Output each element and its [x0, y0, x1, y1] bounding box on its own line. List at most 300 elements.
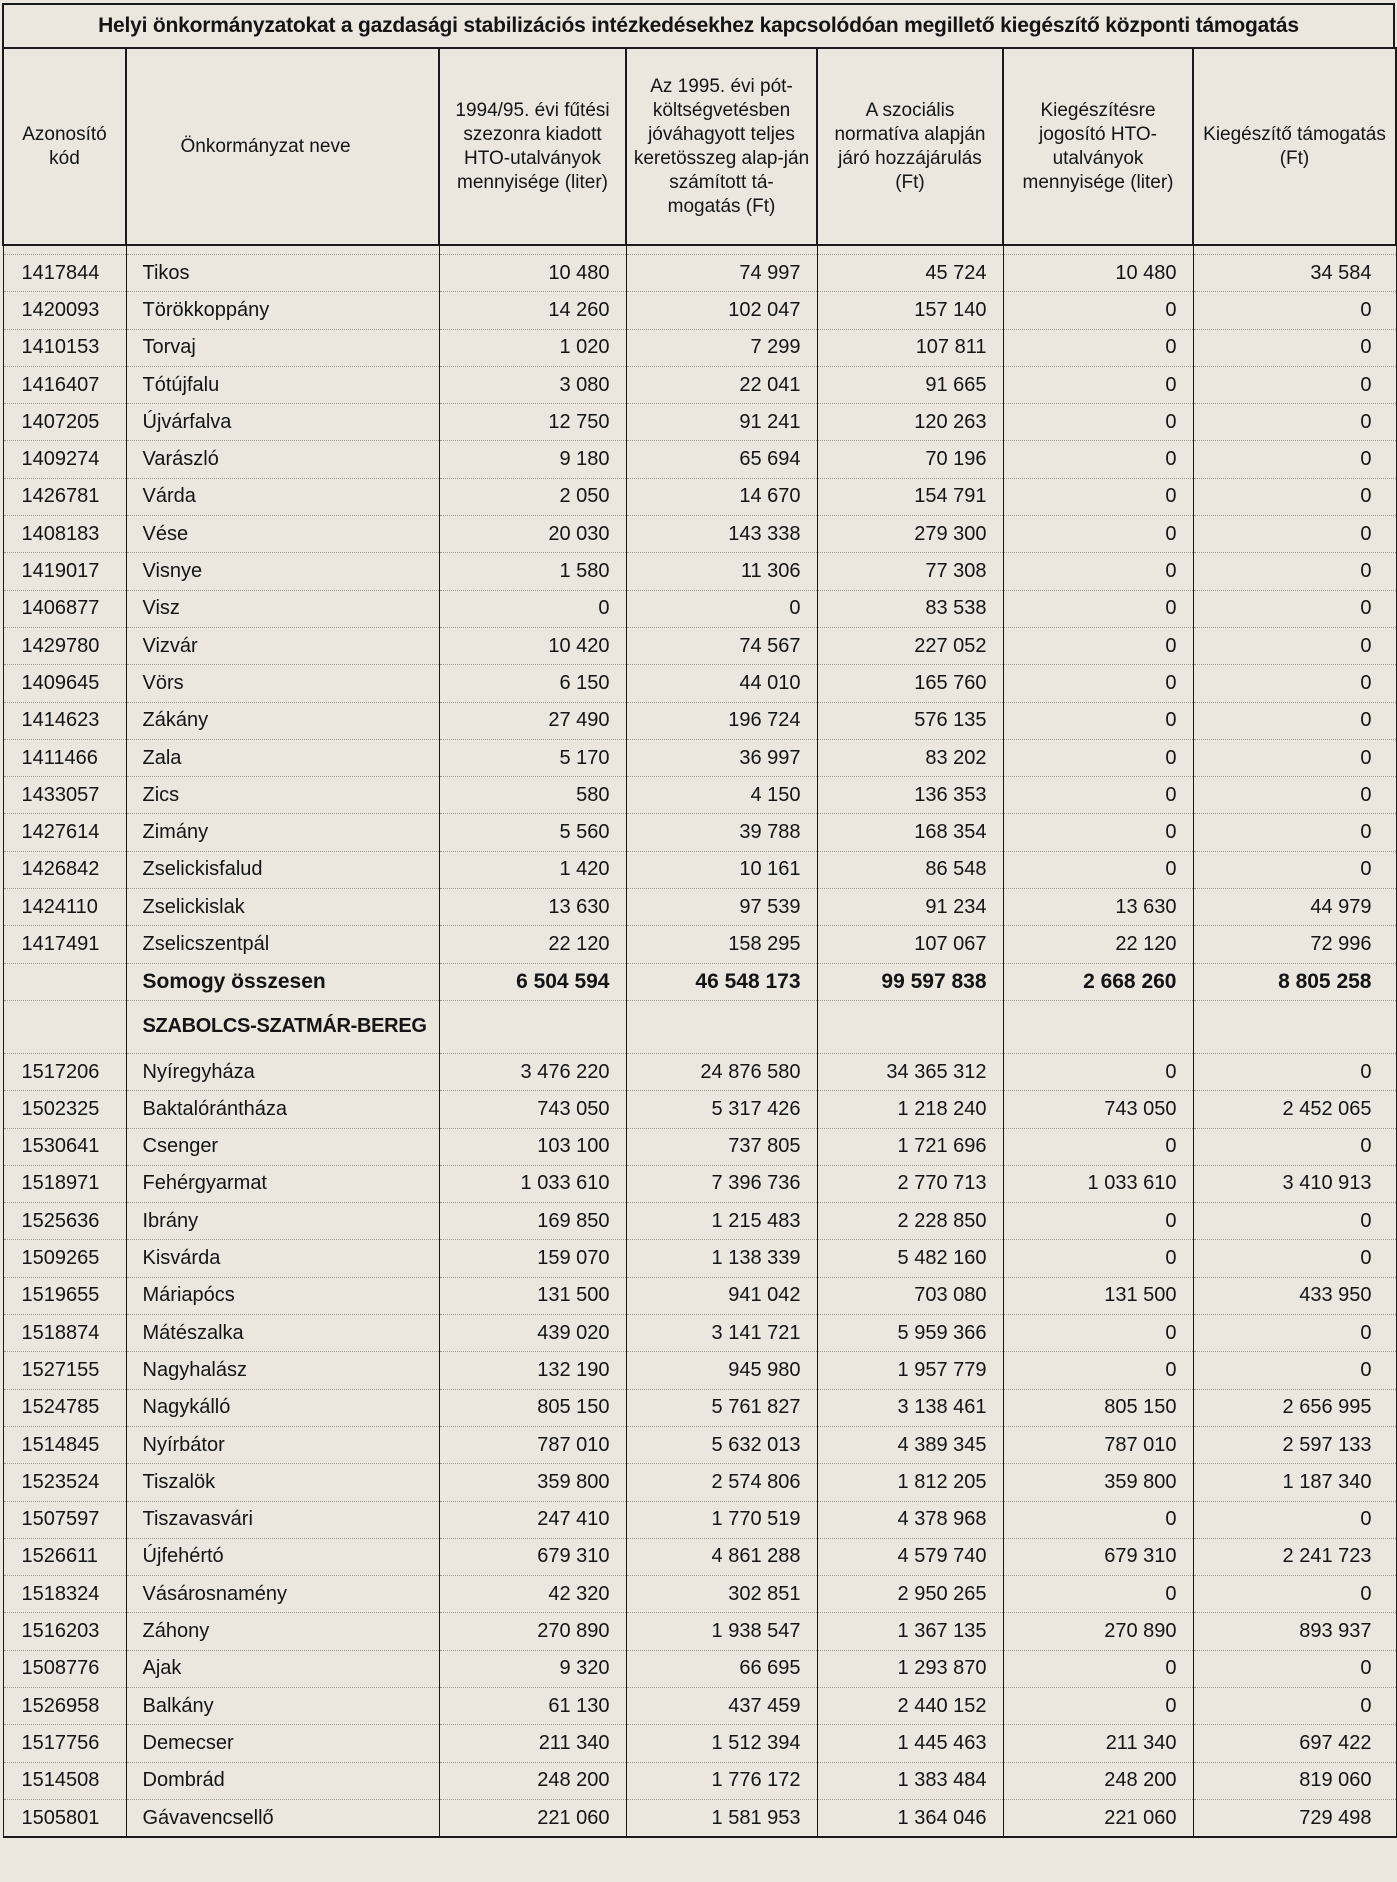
id-code-cell: 1518971: [3, 1165, 126, 1202]
social-contribution-cell: 703 080: [817, 1277, 1003, 1314]
social-contribution-cell: 1 957 779: [817, 1352, 1003, 1389]
eligible-hto-cell: 0: [1003, 1203, 1193, 1240]
eligible-hto-cell: 359 800: [1003, 1464, 1193, 1501]
eligible-hto-cell: 0: [1003, 777, 1193, 814]
table-row: [3, 404, 1396, 441]
municipality-name-cell: Torvaj: [126, 329, 439, 366]
table-row: [3, 1650, 1396, 1687]
municipality-name-cell: Csenger: [126, 1128, 439, 1165]
header-budget-support: Az 1995. évi pót-költségvetésben jóváhagyott teljes keretösszeg alap-ján számított tá-mogatás (Ft): [626, 48, 817, 245]
supplementary-support-cell: 0: [1193, 1687, 1396, 1724]
eligible-hto-cell: 2 668 260: [1003, 963, 1193, 1000]
hto-vouchers-cell: 1 033 610: [439, 1165, 626, 1202]
hto-vouchers-cell: 221 060: [439, 1799, 626, 1837]
eligible-hto-cell: 0: [1003, 1315, 1193, 1352]
somogy-total-row: [3, 963, 1396, 1000]
hto-vouchers-cell: 787 010: [439, 1426, 626, 1463]
social-contribution-cell: 34 365 312: [817, 1053, 1003, 1090]
social-contribution-cell: 1 218 240: [817, 1091, 1003, 1128]
eligible-hto-cell: 0: [1003, 1687, 1193, 1724]
budget-support-cell: 65 694: [626, 441, 817, 478]
supplementary-support-cell: 2 656 995: [1193, 1389, 1396, 1426]
hto-vouchers-cell: 2 050: [439, 478, 626, 515]
hto-vouchers-cell: 9 180: [439, 441, 626, 478]
municipality-name-cell: Vizvár: [126, 627, 439, 664]
municipality-name-cell: Törökkoppány: [126, 292, 439, 329]
header-spacer: [3, 245, 1396, 255]
hto-vouchers-cell: 14 260: [439, 292, 626, 329]
table-row: [3, 1091, 1396, 1128]
hto-vouchers-cell: 9 320: [439, 1650, 626, 1687]
hto-vouchers-cell: 22 120: [439, 926, 626, 963]
id-code-cell: 1416407: [3, 366, 126, 403]
municipality-name-cell: Zics: [126, 777, 439, 814]
table-row: [3, 516, 1396, 553]
budget-support-cell: 22 041: [626, 366, 817, 403]
supplementary-support-cell: 0: [1193, 777, 1396, 814]
table-row: [3, 329, 1396, 366]
budget-support-cell: 7 396 736: [626, 1165, 817, 1202]
eligible-hto-cell: 0: [1003, 366, 1193, 403]
id-code-cell: 1505801: [3, 1799, 126, 1837]
budget-support-cell: 1 938 547: [626, 1613, 817, 1650]
id-code-cell: 1516203: [3, 1613, 126, 1650]
supplementary-support-cell: 433 950: [1193, 1277, 1396, 1314]
budget-support-cell: 5 761 827: [626, 1389, 817, 1426]
social-contribution-cell: 2 950 265: [817, 1576, 1003, 1613]
budget-support-cell: 737 805: [626, 1128, 817, 1165]
table-header: [3, 48, 1396, 245]
eligible-hto-cell: 0: [1003, 851, 1193, 888]
hto-vouchers-cell: 20 030: [439, 516, 626, 553]
budget-support-cell: 66 695: [626, 1650, 817, 1687]
social-contribution-cell: 70 196: [817, 441, 1003, 478]
section-empty-cell: [626, 1000, 817, 1053]
supplementary-support-cell: 0: [1193, 851, 1396, 888]
municipality-name-cell: Zimány: [126, 814, 439, 851]
budget-support-cell: 1 215 483: [626, 1203, 817, 1240]
supplementary-support-cell: 0: [1193, 1650, 1396, 1687]
eligible-hto-cell: 0: [1003, 441, 1193, 478]
eligible-hto-cell: 0: [1003, 1576, 1193, 1613]
id-code-cell: 1407205: [3, 404, 126, 441]
header-id-code: Azonosító kód: [3, 48, 126, 245]
municipality-name-cell: Vése: [126, 516, 439, 553]
spacer-cell: [1193, 245, 1396, 255]
id-code-cell: 1409645: [3, 665, 126, 702]
budget-support-cell: 36 997: [626, 739, 817, 776]
header-supplementary-support: Kiegészítő támogatás (Ft): [1193, 48, 1396, 245]
header-hto-vouchers: 1994/95. évi fűtési szezonra kiadott HTO-utalványok mennyisége (liter): [439, 48, 626, 245]
supplementary-support-cell: 0: [1193, 665, 1396, 702]
supplementary-support-cell: 0: [1193, 1203, 1396, 1240]
hto-vouchers-cell: 10 420: [439, 627, 626, 664]
id-code-cell: 1517756: [3, 1725, 126, 1762]
supplementary-support-cell: 0: [1193, 1315, 1396, 1352]
eligible-hto-cell: 10 480: [1003, 255, 1193, 292]
social-contribution-cell: 1 293 870: [817, 1650, 1003, 1687]
id-code-cell: 1502325: [3, 1091, 126, 1128]
municipality-name-cell: Várda: [126, 478, 439, 515]
table-row: [3, 1240, 1396, 1277]
budget-support-cell: 3 141 721: [626, 1315, 817, 1352]
table-row: [3, 1203, 1396, 1240]
eligible-hto-cell: 0: [1003, 627, 1193, 664]
table-row: [3, 292, 1396, 329]
eligible-hto-cell: 0: [1003, 1053, 1193, 1090]
hto-vouchers-cell: 270 890: [439, 1613, 626, 1650]
table-row: [3, 441, 1396, 478]
social-contribution-cell: 576 135: [817, 702, 1003, 739]
budget-support-cell: 46 548 173: [626, 963, 817, 1000]
table-row: [3, 553, 1396, 590]
id-code-cell: 1414623: [3, 702, 126, 739]
eligible-hto-cell: 131 500: [1003, 1277, 1193, 1314]
county-section-row: [3, 1000, 1396, 1053]
municipality-name-cell: Kisvárda: [126, 1240, 439, 1277]
header-municipality-name: Önkormányzat neve: [126, 48, 439, 245]
hto-vouchers-cell: 169 850: [439, 1203, 626, 1240]
social-contribution-cell: 5 959 366: [817, 1315, 1003, 1352]
section-empty-cell: [439, 1000, 626, 1053]
spacer-cell: [126, 245, 439, 255]
supplementary-support-cell: 697 422: [1193, 1725, 1396, 1762]
social-contribution-cell: 1 383 484: [817, 1762, 1003, 1799]
id-code-cell: 1525636: [3, 1203, 126, 1240]
supplementary-support-cell: 0: [1193, 516, 1396, 553]
supplementary-support-cell: 0: [1193, 702, 1396, 739]
budget-support-cell: 74 997: [626, 255, 817, 292]
eligible-hto-cell: 248 200: [1003, 1762, 1193, 1799]
eligible-hto-cell: 0: [1003, 665, 1193, 702]
budget-support-cell: 97 539: [626, 889, 817, 926]
eligible-hto-cell: 0: [1003, 739, 1193, 776]
budget-support-cell: 1 512 394: [626, 1725, 817, 1762]
table-row: [3, 665, 1396, 702]
id-code-cell: 1433057: [3, 777, 126, 814]
table-row: [3, 255, 1396, 292]
id-code-cell: 1427614: [3, 814, 126, 851]
budget-support-cell: 7 299: [626, 329, 817, 366]
table-row: [3, 1426, 1396, 1463]
hto-vouchers-cell: 580: [439, 777, 626, 814]
budget-support-cell: 941 042: [626, 1277, 817, 1314]
table-row: [3, 366, 1396, 403]
eligible-hto-cell: 211 340: [1003, 1725, 1193, 1762]
supplementary-support-cell: 0: [1193, 739, 1396, 776]
social-contribution-cell: 227 052: [817, 627, 1003, 664]
social-contribution-cell: 83 538: [817, 590, 1003, 627]
id-code-cell: 1527155: [3, 1352, 126, 1389]
id-code-cell: 1417844: [3, 255, 126, 292]
hto-vouchers-cell: 6 150: [439, 665, 626, 702]
hto-vouchers-cell: 805 150: [439, 1389, 626, 1426]
eligible-hto-cell: 0: [1003, 814, 1193, 851]
table-row: [3, 702, 1396, 739]
section-empty-cell: [1193, 1000, 1396, 1053]
supplementary-support-cell: 0: [1193, 1576, 1396, 1613]
spacer-cell: [817, 245, 1003, 255]
table-row: [3, 590, 1396, 627]
eligible-hto-cell: 0: [1003, 516, 1193, 553]
table-row: [3, 1687, 1396, 1724]
eligible-hto-cell: 0: [1003, 553, 1193, 590]
budget-support-cell: 1 770 519: [626, 1501, 817, 1538]
hto-vouchers-cell: 6 504 594: [439, 963, 626, 1000]
table-row: [3, 1352, 1396, 1389]
municipality-name-cell: Ajak: [126, 1650, 439, 1687]
hto-vouchers-cell: 42 320: [439, 1576, 626, 1613]
municipality-name-cell: Zselickislak: [126, 889, 439, 926]
supplementary-support-cell: 0: [1193, 627, 1396, 664]
budget-support-cell: 0: [626, 590, 817, 627]
table-body: [3, 245, 1396, 1837]
budget-support-cell: 302 851: [626, 1576, 817, 1613]
hto-vouchers-cell: 132 190: [439, 1352, 626, 1389]
hto-vouchers-cell: 12 750: [439, 404, 626, 441]
municipality-name-cell: Visz: [126, 590, 439, 627]
budget-support-cell: 24 876 580: [626, 1053, 817, 1090]
id-code-cell: 1410153: [3, 329, 126, 366]
section-empty-cell: [817, 1000, 1003, 1053]
table-row: [3, 851, 1396, 888]
municipality-name-cell: Zala: [126, 739, 439, 776]
social-contribution-cell: 1 367 135: [817, 1613, 1003, 1650]
municipality-name-cell: Tiszalök: [126, 1464, 439, 1501]
table-row: [3, 1576, 1396, 1613]
id-code-cell: 1508776: [3, 1650, 126, 1687]
eligible-hto-cell: 743 050: [1003, 1091, 1193, 1128]
municipality-name-cell: Somogy összesen: [126, 963, 439, 1000]
budget-support-cell: 158 295: [626, 926, 817, 963]
supplementary-support-cell: 3 410 913: [1193, 1165, 1396, 1202]
eligible-hto-cell: 13 630: [1003, 889, 1193, 926]
budget-support-cell: 945 980: [626, 1352, 817, 1389]
eligible-hto-cell: 221 060: [1003, 1799, 1193, 1837]
table-row: [3, 1277, 1396, 1314]
budget-support-cell: 39 788: [626, 814, 817, 851]
eligible-hto-cell: 22 120: [1003, 926, 1193, 963]
budget-support-cell: 11 306: [626, 553, 817, 590]
supplementary-support-cell: 0: [1193, 292, 1396, 329]
table-row: [3, 739, 1396, 776]
id-code-cell: 1406877: [3, 590, 126, 627]
social-contribution-cell: 99 597 838: [817, 963, 1003, 1000]
hto-vouchers-cell: 1 580: [439, 553, 626, 590]
social-contribution-cell: 91 234: [817, 889, 1003, 926]
table-row: [3, 1464, 1396, 1501]
municipality-name-cell: Nyíregyháza: [126, 1053, 439, 1090]
municipality-name-cell: Záhony: [126, 1613, 439, 1650]
eligible-hto-cell: 0: [1003, 404, 1193, 441]
hto-vouchers-cell: 5 560: [439, 814, 626, 851]
budget-support-cell: 2 574 806: [626, 1464, 817, 1501]
municipality-name-cell: Visnye: [126, 553, 439, 590]
municipality-name-cell: Zselicszentpál: [126, 926, 439, 963]
supplementary-support-cell: 819 060: [1193, 1762, 1396, 1799]
eligible-hto-cell: 1 033 610: [1003, 1165, 1193, 1202]
social-contribution-cell: 279 300: [817, 516, 1003, 553]
supplementary-support-cell: 44 979: [1193, 889, 1396, 926]
eligible-hto-cell: 0: [1003, 1501, 1193, 1538]
id-code-cell: 1409274: [3, 441, 126, 478]
hto-vouchers-cell: 439 020: [439, 1315, 626, 1352]
eligible-hto-cell: 0: [1003, 292, 1193, 329]
municipality-name-cell: Ibrány: [126, 1203, 439, 1240]
social-contribution-cell: 168 354: [817, 814, 1003, 851]
section-empty-cell: [3, 1000, 126, 1053]
id-code-cell: 1507597: [3, 1501, 126, 1538]
id-code-cell: 1519655: [3, 1277, 126, 1314]
spacer-cell: [3, 245, 126, 255]
table-row: [3, 814, 1396, 851]
eligible-hto-cell: 0: [1003, 590, 1193, 627]
supplementary-support-cell: 2 241 723: [1193, 1538, 1396, 1575]
hto-vouchers-cell: 159 070: [439, 1240, 626, 1277]
budget-support-cell: 14 670: [626, 478, 817, 515]
social-contribution-cell: 1 445 463: [817, 1725, 1003, 1762]
eligible-hto-cell: 0: [1003, 1128, 1193, 1165]
hto-vouchers-cell: 103 100: [439, 1128, 626, 1165]
header-eligible-hto: Kiegészítésre jogosító HTO-utalványok mennyisége (liter): [1003, 48, 1193, 245]
municipality-name-cell: Baktalórántháza: [126, 1091, 439, 1128]
table-row: [3, 1538, 1396, 1575]
budget-support-cell: 91 241: [626, 404, 817, 441]
support-table: [2, 47, 1397, 1838]
hto-vouchers-cell: 743 050: [439, 1091, 626, 1128]
spacer-cell: [1003, 245, 1193, 255]
social-contribution-cell: 2 440 152: [817, 1687, 1003, 1724]
social-contribution-cell: 1 812 205: [817, 1464, 1003, 1501]
budget-support-cell: 1 776 172: [626, 1762, 817, 1799]
social-contribution-cell: 165 760: [817, 665, 1003, 702]
municipality-name-cell: Vásárosnamény: [126, 1576, 439, 1613]
budget-support-cell: 5 632 013: [626, 1426, 817, 1463]
id-code-cell: 1420093: [3, 292, 126, 329]
supplementary-support-cell: 1 187 340: [1193, 1464, 1396, 1501]
table-title: Helyi önkormányzatokat a gazdasági stabilizációs intézkedésekhez kapcsolódóan megillető kiegészítő központi támogatás: [2, 3, 1395, 47]
municipality-name-cell: Nagyhalász: [126, 1352, 439, 1389]
budget-support-cell: 4 150: [626, 777, 817, 814]
id-code-cell: 1419017: [3, 553, 126, 590]
hto-vouchers-cell: 5 170: [439, 739, 626, 776]
social-contribution-cell: 157 140: [817, 292, 1003, 329]
supplementary-support-cell: 0: [1193, 366, 1396, 403]
id-code-cell: 1424110: [3, 889, 126, 926]
social-contribution-cell: 154 791: [817, 478, 1003, 515]
budget-support-cell: 143 338: [626, 516, 817, 553]
municipality-name-cell: Dombrád: [126, 1762, 439, 1799]
table-row: [3, 1053, 1396, 1090]
social-contribution-cell: 1 364 046: [817, 1799, 1003, 1837]
social-contribution-cell: 2 228 850: [817, 1203, 1003, 1240]
municipality-name-cell: Zselickisfalud: [126, 851, 439, 888]
spacer-cell: [626, 245, 817, 255]
municipality-name-cell: Mátészalka: [126, 1315, 439, 1352]
eligible-hto-cell: 679 310: [1003, 1538, 1193, 1575]
municipality-name-cell: Tiszavasvári: [126, 1501, 439, 1538]
social-contribution-cell: 5 482 160: [817, 1240, 1003, 1277]
eligible-hto-cell: 0: [1003, 702, 1193, 739]
hto-vouchers-cell: 27 490: [439, 702, 626, 739]
supplementary-support-cell: 729 498: [1193, 1799, 1396, 1837]
budget-support-cell: 5 317 426: [626, 1091, 817, 1128]
spacer-cell: [439, 245, 626, 255]
supplementary-support-cell: 0: [1193, 1053, 1396, 1090]
budget-support-cell: 196 724: [626, 702, 817, 739]
eligible-hto-cell: 805 150: [1003, 1389, 1193, 1426]
id-code-cell: 1526611: [3, 1538, 126, 1575]
id-code-cell: 1524785: [3, 1389, 126, 1426]
id-code-cell: 1523524: [3, 1464, 126, 1501]
id-code-cell: 1426842: [3, 851, 126, 888]
eligible-hto-cell: 787 010: [1003, 1426, 1193, 1463]
id-code-cell: 1526958: [3, 1687, 126, 1724]
social-contribution-cell: 4 389 345: [817, 1426, 1003, 1463]
budget-support-cell: 102 047: [626, 292, 817, 329]
table-row: [3, 627, 1396, 664]
supplementary-support-cell: 0: [1193, 553, 1396, 590]
social-contribution-cell: 4 378 968: [817, 1501, 1003, 1538]
social-contribution-cell: 86 548: [817, 851, 1003, 888]
id-code-cell: 1530641: [3, 1128, 126, 1165]
social-contribution-cell: 4 579 740: [817, 1538, 1003, 1575]
eligible-hto-cell: 0: [1003, 478, 1193, 515]
supplementary-support-cell: 0: [1193, 441, 1396, 478]
supplementary-support-cell: 8 805 258: [1193, 963, 1396, 1000]
section-empty-cell: [1003, 1000, 1193, 1053]
hto-vouchers-cell: 3 476 220: [439, 1053, 626, 1090]
social-contribution-cell: 77 308: [817, 553, 1003, 590]
table-row: [3, 1165, 1396, 1202]
id-code-cell: 1426781: [3, 478, 126, 515]
supplementary-support-cell: 0: [1193, 1240, 1396, 1277]
header-social-contribution: A szociális normatíva alapján járó hozzájárulás (Ft): [817, 48, 1003, 245]
municipality-name-cell: Tikos: [126, 255, 439, 292]
id-code-cell: 1518324: [3, 1576, 126, 1613]
municipality-name-cell: Zákány: [126, 702, 439, 739]
municipality-name-cell: Máriapócs: [126, 1277, 439, 1314]
hto-vouchers-cell: 0: [439, 590, 626, 627]
table-row: [3, 926, 1396, 963]
hto-vouchers-cell: 1 020: [439, 329, 626, 366]
municipality-name-cell: Vörs: [126, 665, 439, 702]
table-row: [3, 1799, 1396, 1837]
municipality-name-cell: Újfehértó: [126, 1538, 439, 1575]
social-contribution-cell: 1 721 696: [817, 1128, 1003, 1165]
hto-vouchers-cell: 3 080: [439, 366, 626, 403]
id-code-cell: 1408183: [3, 516, 126, 553]
supplementary-support-cell: 0: [1193, 1501, 1396, 1538]
municipality-name-cell: Demecser: [126, 1725, 439, 1762]
hto-vouchers-cell: 13 630: [439, 889, 626, 926]
id-code-cell: 1429780: [3, 627, 126, 664]
hto-vouchers-cell: 1 420: [439, 851, 626, 888]
hto-vouchers-cell: 247 410: [439, 1501, 626, 1538]
supplementary-support-cell: 0: [1193, 1352, 1396, 1389]
social-contribution-cell: 2 770 713: [817, 1165, 1003, 1202]
municipality-name-cell: Gávavencsellő: [126, 1799, 439, 1837]
social-contribution-cell: 91 665: [817, 366, 1003, 403]
social-contribution-cell: 107 811: [817, 329, 1003, 366]
social-contribution-cell: 3 138 461: [817, 1389, 1003, 1426]
id-code-cell: 1417491: [3, 926, 126, 963]
supplementary-support-cell: 0: [1193, 814, 1396, 851]
supplementary-support-cell: 893 937: [1193, 1613, 1396, 1650]
id-code-cell: 1514508: [3, 1762, 126, 1799]
budget-support-cell: 437 459: [626, 1687, 817, 1724]
supplementary-support-cell: 0: [1193, 329, 1396, 366]
